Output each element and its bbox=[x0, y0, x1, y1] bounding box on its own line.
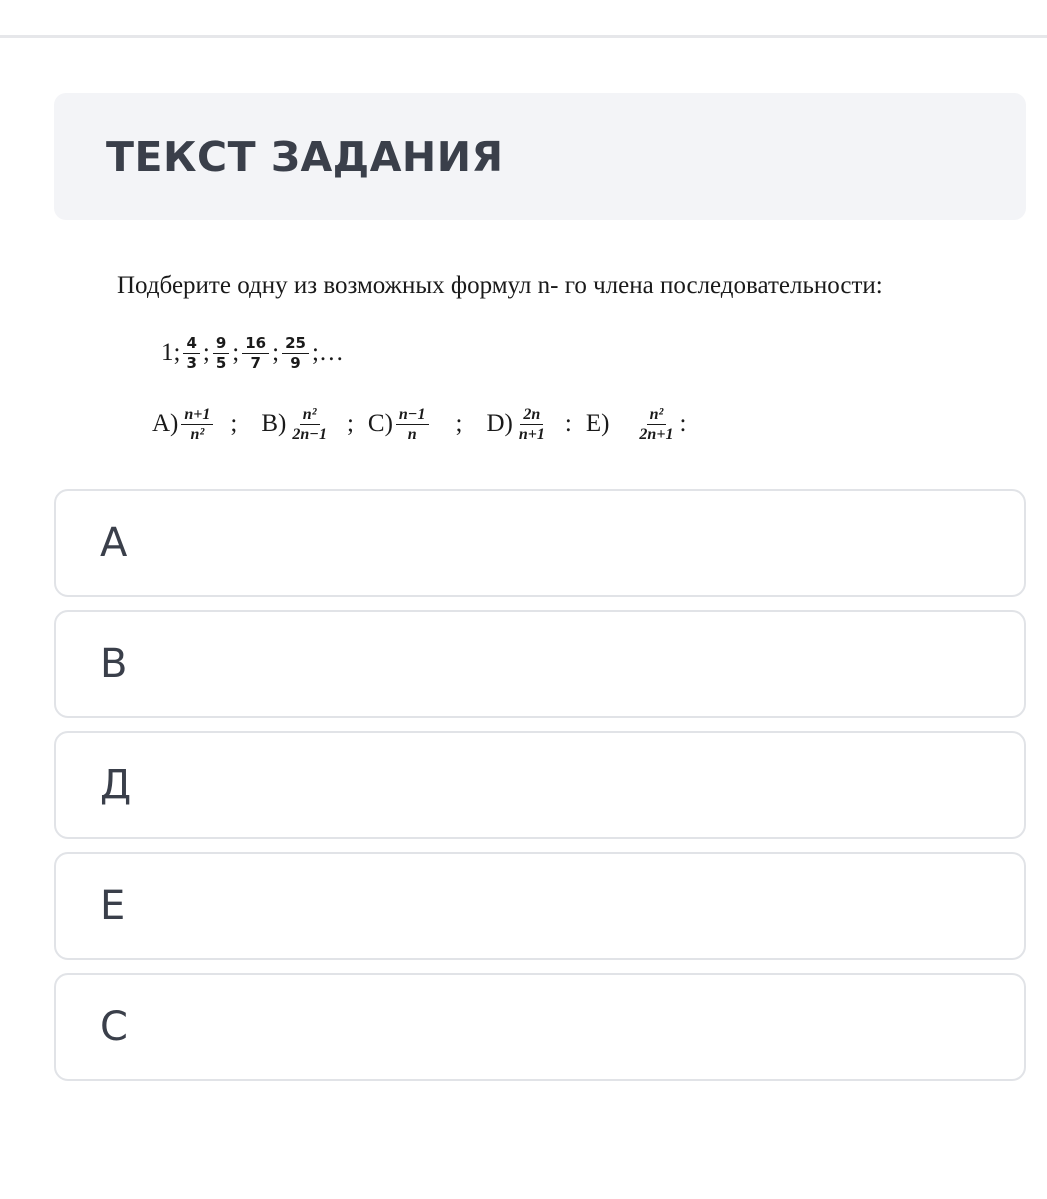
formula-fraction bbox=[181, 405, 213, 444]
formula-numerator: n² bbox=[647, 405, 667, 425]
term-separator: ;… bbox=[311, 339, 344, 366]
sequence-term bbox=[282, 334, 309, 373]
formula-label: C) bbox=[367, 410, 393, 437]
formula-denominator: 2n+1 bbox=[639, 425, 674, 443]
formula-numerator: 2n bbox=[520, 405, 543, 425]
answer-option-label: E bbox=[100, 883, 126, 929]
term-numerator: 25 bbox=[282, 334, 309, 354]
formula-numerator: n+1 bbox=[181, 405, 213, 425]
formula-options bbox=[152, 394, 686, 454]
page-title: ТЕКСТ ЗАДАНИЯ bbox=[106, 133, 504, 181]
answer-option-label: B bbox=[100, 641, 128, 687]
term-denominator: 9 bbox=[290, 353, 301, 372]
term-numerator: 16 bbox=[242, 334, 269, 354]
term-numerator: 4 bbox=[183, 334, 199, 354]
formula-separator: : bbox=[679, 410, 687, 437]
formula-fraction bbox=[396, 405, 429, 444]
task-header-panel bbox=[54, 93, 1026, 220]
task-prompt: Подберите одну из возможных формул n- го члена последовательности: bbox=[117, 272, 883, 299]
formula-label: B) bbox=[261, 410, 287, 437]
answer-options bbox=[54, 489, 1026, 1094]
formula-label: A) bbox=[152, 410, 179, 437]
answer-option-e[interactable] bbox=[54, 852, 1026, 960]
formula-separator: ; bbox=[346, 410, 354, 437]
sequence-first-term: 1; bbox=[161, 339, 181, 366]
term-separator: ; bbox=[272, 339, 280, 366]
formula-fraction bbox=[516, 405, 548, 444]
answer-option-d[interactable] bbox=[54, 731, 1026, 839]
term-separator: ; bbox=[202, 339, 210, 366]
formula-denominator: 2n−1 bbox=[292, 425, 327, 443]
sequence-term bbox=[213, 334, 229, 373]
formula-fraction bbox=[289, 405, 330, 444]
answer-option-a[interactable] bbox=[54, 489, 1026, 597]
term-separator: ; bbox=[232, 339, 240, 366]
formula-fraction bbox=[636, 405, 676, 444]
answer-option-label: A bbox=[100, 520, 128, 566]
answer-option-label: Д bbox=[100, 762, 132, 808]
sequence-term bbox=[242, 334, 269, 373]
task-image bbox=[117, 268, 977, 443]
term-denominator: 7 bbox=[250, 353, 261, 372]
answer-option-label: C bbox=[100, 1004, 128, 1050]
term-denominator: 3 bbox=[186, 353, 197, 372]
answer-option-c[interactable] bbox=[54, 973, 1026, 1081]
formula-separator: ; bbox=[455, 410, 463, 437]
formula-label: D) bbox=[486, 410, 513, 437]
formula-denominator: n bbox=[407, 425, 417, 443]
formula-numerator: n−1 bbox=[396, 405, 429, 425]
formula-denominator: n+1 bbox=[518, 425, 545, 443]
answer-option-b[interactable] bbox=[54, 610, 1026, 718]
term-numerator: 9 bbox=[213, 334, 229, 354]
formula-separator: : bbox=[564, 410, 572, 437]
top-divider bbox=[0, 35, 1047, 38]
formula-denominator: n² bbox=[190, 425, 205, 443]
formula-label: E) bbox=[585, 410, 610, 437]
formula-separator: ; bbox=[230, 410, 238, 437]
term-denominator: 5 bbox=[215, 353, 227, 372]
sequence-expression bbox=[161, 328, 344, 378]
sequence-term bbox=[183, 334, 199, 373]
formula-numerator: n² bbox=[300, 405, 320, 425]
